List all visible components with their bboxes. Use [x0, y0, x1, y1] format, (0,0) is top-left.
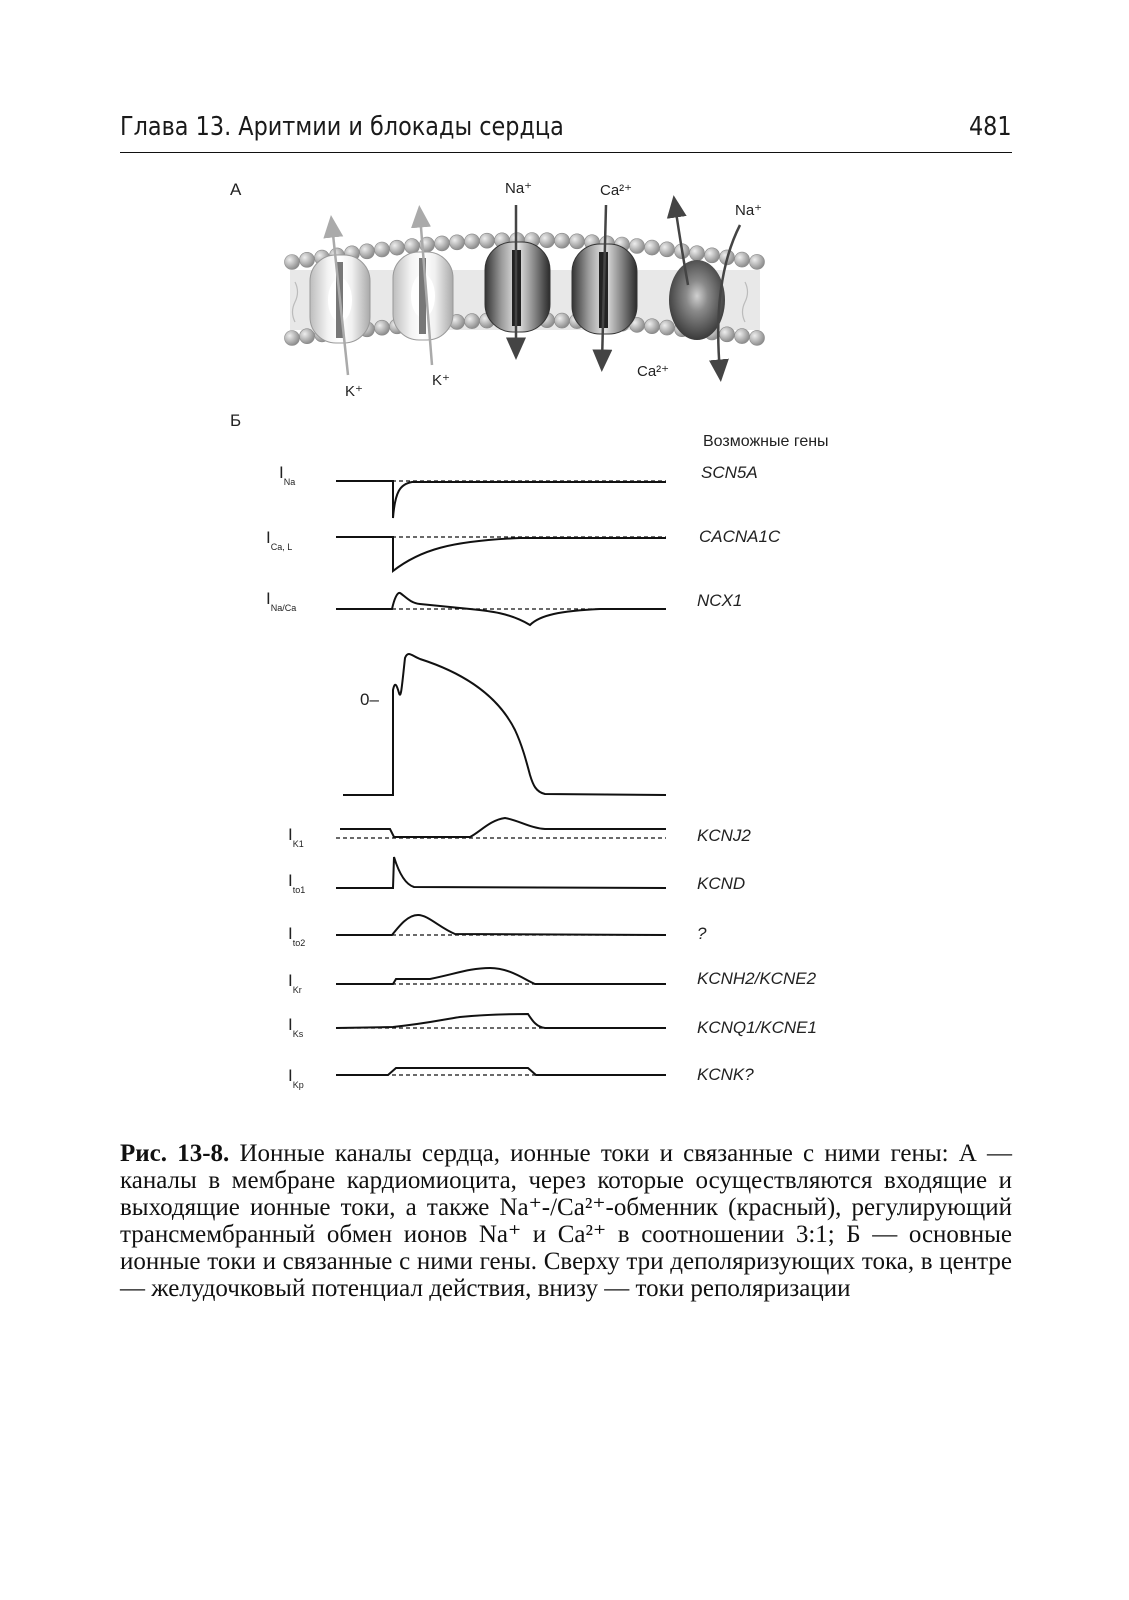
lipid-head	[405, 239, 420, 254]
ion-label-k-left: K⁺	[345, 383, 363, 400]
trace-ito1	[336, 857, 666, 888]
lipid-head	[480, 233, 495, 248]
lipid-head	[735, 329, 750, 344]
ion-current-traces	[336, 481, 666, 1075]
action-potential	[343, 654, 666, 795]
label-ikp: $I_{Kp}$	[288, 1066, 304, 1090]
na-ca-exchanger	[669, 260, 725, 340]
lipid-head	[720, 327, 735, 342]
lipid-head	[570, 234, 585, 249]
gene-ncx1: NCX1	[697, 591, 743, 610]
label-ina: $I_{Na}$	[279, 463, 296, 487]
zero-potential-label: 0–	[360, 690, 379, 709]
gene-scn5a: SCN5A	[701, 463, 758, 482]
label-ik1: $I_{K1}$	[288, 825, 304, 849]
ion-label-ca-exchanger: Ca²⁺	[637, 363, 670, 380]
label-ito2: $I_{to2}$	[288, 924, 306, 948]
trace-ik1	[336, 818, 666, 838]
lipid-head	[555, 233, 570, 248]
trace-ikr	[336, 968, 666, 984]
ion-label-k-right: K⁺	[432, 372, 450, 389]
trace-labels	[266, 463, 305, 1090]
page-number: 481	[969, 112, 1012, 142]
ion-label-ca-top: Ca²⁺	[600, 182, 633, 199]
lipid-head	[750, 330, 765, 345]
lipid-head	[630, 239, 645, 254]
gene-kcnh2-kcne2: KCNH2/KCNE2	[697, 969, 817, 988]
caption-text: Ионные каналы сердца, ионные токи и связанные с ними гены: А — каналы в мембране кардиомиоцита, через которые осуществляются входящие и выходящие ионные токи, а также Na⁺-/Ca²⁺-обменник (красный), регулирующий трансмембранный обмен ионов Na⁺ и Ca²⁺ в соотношении 3:1; Б — основные ионные токи и связанные с ними гены. Сверху три деполяризующих тока, в центре — желудочковый потенциал действия, внизу — токи реполяризации	[120, 1140, 1012, 1302]
gene-kcnd: KCND	[697, 874, 746, 893]
lipid-head	[435, 236, 450, 251]
lipid-head	[450, 235, 465, 250]
lipid-head	[375, 320, 390, 335]
lipid-head	[735, 252, 750, 267]
lipid-head	[705, 248, 720, 263]
trace-ical	[336, 537, 666, 571]
lipid-head	[465, 234, 480, 249]
lipid-head	[660, 242, 675, 257]
lipid-head	[300, 329, 315, 344]
lipid-head	[285, 255, 300, 270]
lipid-head	[690, 246, 705, 261]
lipid-head	[360, 244, 375, 259]
lipid-head	[540, 233, 555, 248]
lipid-head	[645, 319, 660, 334]
trace-ito2	[336, 915, 666, 935]
figure-number: Рис. 13-8.	[120, 1140, 230, 1167]
lipid-head	[300, 252, 315, 267]
gene-kcnq1-kcne1: KCNQ1/KCNE1	[697, 1018, 817, 1037]
lipid-head	[645, 240, 660, 255]
figure-caption	[120, 1140, 1012, 1302]
gene-kcnk: KCNK?	[697, 1065, 754, 1084]
label-ical: $I_{Ca, L}$	[266, 528, 293, 552]
trace-ina	[336, 481, 666, 518]
lipid-head	[465, 314, 480, 329]
panel-b-label: Б	[230, 411, 242, 430]
ion-label-na-top: Na⁺	[505, 180, 533, 197]
gene-kcnj2: KCNJ2	[697, 826, 751, 845]
lipid-head	[555, 313, 570, 328]
lipid-head	[390, 240, 405, 255]
label-inaca: $I_{Na/Ca}$	[266, 589, 297, 613]
panel-a-label: А	[230, 180, 242, 199]
label-ikr: $I_{Kr}$	[288, 971, 302, 995]
trace-ikp	[336, 1068, 666, 1075]
gene-unknown: ?	[697, 924, 707, 943]
lipid-head	[750, 254, 765, 269]
label-iks: $I_{Ks}$	[288, 1015, 304, 1039]
running-title: Глава 13. Аритмии и блокады сердца	[120, 112, 564, 142]
lipid-head	[660, 320, 675, 335]
ion-label-na-exchanger: Na⁺	[735, 202, 763, 219]
trace-inaca	[336, 593, 666, 625]
label-ito1: $I_{to1}$	[288, 871, 306, 895]
lipid-head	[285, 331, 300, 346]
na-channel	[485, 242, 550, 332]
trace-iks	[336, 1014, 666, 1028]
lipid-head	[375, 242, 390, 257]
genes-heading: Возможные гены	[703, 433, 829, 450]
gene-cacna1c: CACNA1C	[699, 527, 781, 546]
